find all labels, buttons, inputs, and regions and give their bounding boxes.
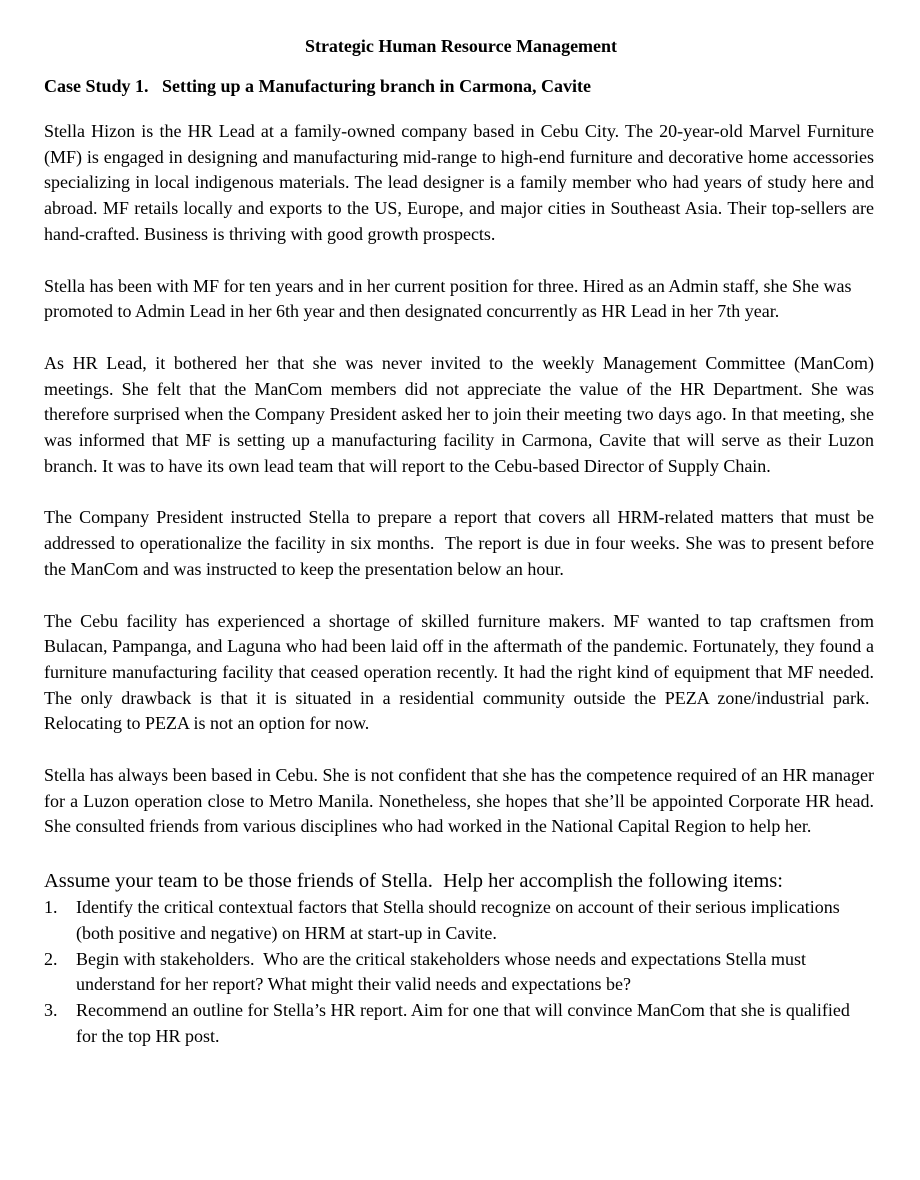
task-item bbox=[44, 998, 874, 1049]
paragraph-company-background: Stella Hizon is the HR Lead at a family-owned company based in Cebu City. The 20-year-old Marvel Furniture (MF) is engaged in designing and manufacturing mid-range to high-end furniture and decorative home accessories specializing in local indigenous materials. The lead designer is a family member who had years of study here and abroad. MF retails locally and exports to the US, Europe, and major cities in Southeast Asia. Their top-sellers are hand-crafted. Business is thriving with good growth prospects. bbox=[44, 121, 874, 244]
case-study-title: Case Study 1. Setting up a Manufacturing branch in Carmona, Cavite bbox=[44, 76, 592, 96]
task-item bbox=[44, 947, 874, 998]
task-list bbox=[44, 895, 874, 1049]
paragraph-president-instruction: The Company President instructed Stella to prepare a report that covers all HRM-related matters that must be addressed to operationalize the facility in six months. The report is due in four weeks. She was to present before the ManCom and was instructed to keep the presentation below an hour. bbox=[44, 507, 874, 579]
task-item bbox=[44, 895, 874, 946]
document-title: Strategic Human Resource Management bbox=[304, 36, 618, 56]
task-number: 1. bbox=[44, 897, 58, 918]
task-text: Identify the critical contextual factors that Stella should recognize on account of their serious implications (both positive and negative) on HRM at start-up in Cavite. bbox=[76, 897, 840, 943]
paragraph-mancom-meeting: As HR Lead, it bothered her that she was never invited to the weekly Management Committee (ManCom) meetings. She felt that the ManCom members did not appreciate the value of the HR Department. She was therefore surprised when the Company President asked her to join their meeting two days ago. In that meeting, she was informed that MF is setting up a manufacturing facility in Carmona, Cavite that will serve as their Luzon branch. It was to have its own lead team that will report to the Cebu-based Director of Supply Chain. bbox=[44, 352, 874, 476]
task-text: Begin with stakeholders. Who are the critical stakeholders whose needs and expectations Stella must understand for her report? What might their valid needs and expectations be? bbox=[76, 948, 806, 995]
paragraph-cebu-facility: The Cebu facility has experienced a shortage of skilled furniture makers. MF wanted to tap craftsmen from Bulacan, Pampanga, and Laguna who had been laid off in the aftermath of the pandemic. Fortunately, they found a furniture manufacturing facility that ceased operation recently. It had the right kind of equipment that MF needed. The only drawback is that it is situated in a residential community outside the PEZA zone/industrial park. Relocating to PEZA is not an option for now. bbox=[44, 610, 874, 734]
paragraph-stella-history: Stella has been with MF for ten years and in her current position for three. Hired as an Admin staff, she She was promoted to Admin Lead in her 6th year and then designated concurrently as HR Lead in her 7th year. bbox=[44, 275, 852, 322]
paragraph-stella-confidence: Stella has always been based in Cebu. She is not confident that she has the competence required of an HR manager for a Luzon operation close to Metro Manila. Nonetheless, she hopes that she’ll be appointed Corporate HR head. She consulted friends from various disciplines who had worked in the National Capital Region to help her. bbox=[44, 765, 874, 837]
task-number: 3. bbox=[44, 999, 58, 1020]
task-number: 2. bbox=[44, 948, 58, 969]
assignment-intro: Assume your team to be those friends of Stella. Help her accomplish the following items: bbox=[44, 870, 783, 893]
task-text: Recommend an outline for Stella’s HR report. Aim for one that will convince ManCom that she is qualified for the top HR post. bbox=[76, 999, 850, 1046]
